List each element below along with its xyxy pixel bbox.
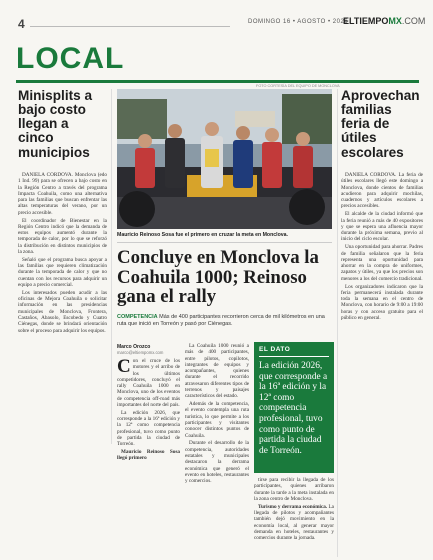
right-story-body <box>341 172 423 557</box>
section-title: LOCAL <box>16 42 125 75</box>
paragraph-text: on el cruce de los motores y el arribo de los últimos competidores, concluyó el rally Coahuila 1000 en Monclova, uno de los eventos de competencia off-road más importantes del norte del país. <box>117 358 180 409</box>
right-story-headline: Aprovechan familias feria de útiles escolares <box>341 88 420 160</box>
paragraph: Los interesados pueden acudir a las oficinas de Mejora Coahuila o solicitar información en las presidencias municipales de Monclova, Frontera, Castaños, Abasolo, Escobedo y Cuatro Ciénegas, donde se brindará orientación sobre el proceso para adquirir los equipos. <box>18 289 107 334</box>
paragraph: El coordinador de Bienestar en la Región Centro indicó que la demanda de estos equipos aumentó durante la temporada de calor, por lo que se reforzó la distribución en distintos municipios de la zona. <box>18 217 107 256</box>
column-divider <box>337 89 338 557</box>
page-number: 4 <box>18 17 25 31</box>
paragraph: DANIELA CORDOVA. La feria de útiles escolares llegó este domingo a Monclova, donde cientos de familias acudieron para adquirir mochilas, cuadernos y artículos escolares a precios accesibles. <box>341 172 423 210</box>
paragraph: DANIELA CORDOVA. Monclova (edo 1 Ind. 99) para se ofrecen a bajo costo en la Región Centro a través del programa Impacta Coahuila, como una alternativa para las familias que buscan enfrentar las altas temperaturas del verano, por un precio accesible. <box>18 172 107 216</box>
el-dato-rule <box>259 356 329 357</box>
header-rule <box>30 26 230 27</box>
photo-caption: Mauricio Reinoso Sosa fue el primero en cruzar la meta en Monclova. <box>117 232 288 238</box>
paragraph <box>117 449 180 462</box>
main-story-headline: Concluye en Monclova la Coahuila 1000; Reinoso gana el rally <box>117 247 319 307</box>
paragraph-text: La llegada de pilotos y acompañantes también dejó movimiento en la economía local, al generar mayor demanda en hoteles, restaurantes y comercios durante la jornada. <box>254 503 334 542</box>
main-story-column-2 <box>185 343 249 558</box>
column-divider <box>111 89 112 444</box>
paragraph: tirse para recibir la llegada de los participantes, quienes arribaron durante la tarde a la meta instalada en la zona centro de Monclova. <box>254 477 334 502</box>
page-header <box>0 0 433 42</box>
left-story-headline: Minisplits a bajo costo llegan a cinco municipios <box>18 88 93 160</box>
brand-com: .COM <box>401 16 426 26</box>
caption-rule <box>117 242 332 243</box>
section-tag: COMPETENCIA <box>117 314 158 320</box>
brand-mx: MX <box>388 16 402 26</box>
subhead: Mauricio Reinoso Sosa llegó primero <box>117 449 180 462</box>
dateline: DOMINGO 16 • AGOSTO • 2026 <box>248 19 349 25</box>
brand-main: ELTIEMPO <box>343 16 389 26</box>
el-dato-box <box>254 342 334 473</box>
photo-credit: FOTO CORTESÍA DEL EQUIPO DE MONCLOVA <box>256 84 340 88</box>
rally-photo-illustration <box>117 89 332 229</box>
brand-logo <box>343 16 425 26</box>
author-name: Marco Orozco <box>117 344 151 350</box>
paragraph <box>117 358 180 408</box>
paragraph: Señaló que el programa busca apoyar a las familias que requieren climatización durante la temporada de calor y que no cuentan con los recursos para adquirir un equipo a precio comercial. <box>18 256 107 289</box>
drop-cap: C <box>117 358 131 377</box>
subhead: Turismo y derrama económica. <box>258 503 328 510</box>
paragraph: La edición 2026, que corresponde a la 16ª edición y la 12ª como competencia profesional, tuvo como punto de partida la ciudad de Torreón. <box>117 409 180 448</box>
paragraph: Los organizadores indicaron que la feria permanecerá instalada durante toda la semana en el centro de Monclova, con horario de 9:00 a 19:00 horas y con acceso gratuito para el público en general. <box>341 283 423 322</box>
main-story-subheadline <box>117 314 332 328</box>
paragraph <box>254 504 334 542</box>
paragraph: La Coahuila 1000 reunió a más de 400 participantes, entre pilotos, copilotos, integrantes de equipos y acompañantes, quienes durante el recorrido atravesaron diferentes tipos de terrenos y paisajes característicos del estado. <box>185 343 249 400</box>
el-dato-label: EL DATO <box>259 346 291 353</box>
section-rule <box>16 80 419 83</box>
el-dato-text: La edición 2026, que corresponde a la 16ª edición y la 12ª como competencia profesional, tuvo como punto de partida la ciudad de Torreón. <box>259 361 328 456</box>
paragraph: Durante el desarrollo de la competencia, autoridades estatales y municipales destacaron la derrama económica que generó el evento en hoteles, restaurantes y comercios. <box>185 440 249 485</box>
subheadline-text: Más de 400 participantes recorrieron cerca de mil kilómetros en una ruta que inició en Torreón y pasó por Ciénegas. <box>117 314 325 327</box>
paragraph: Una oportunidad para ahorrar. Padres de familia señalaron que la feria representa una oportunidad para ahorrar en la compra de uniformes, zapatos y útiles, ya que los precios son menores a los del comercio tradicional. <box>341 244 423 282</box>
main-story-column-3 <box>254 477 334 559</box>
rally-photo <box>117 89 332 229</box>
left-story-body <box>18 172 107 442</box>
paragraph: El alcalde de la ciudad informó que la feria reunió a más de 40 expositores y que se espera una afluencia mayor durante la próxima semana, previo al inicio del ciclo escolar. <box>341 211 423 243</box>
main-story-column-1 <box>117 358 180 516</box>
paragraph: Además de la competencia, el evento contempla una ruta turística, lo que permite a los participantes y visitantes conocer distintos puntos de Coahuila. <box>185 401 249 439</box>
author-email[interactable]: marco@eltiempomx.com <box>117 350 164 355</box>
